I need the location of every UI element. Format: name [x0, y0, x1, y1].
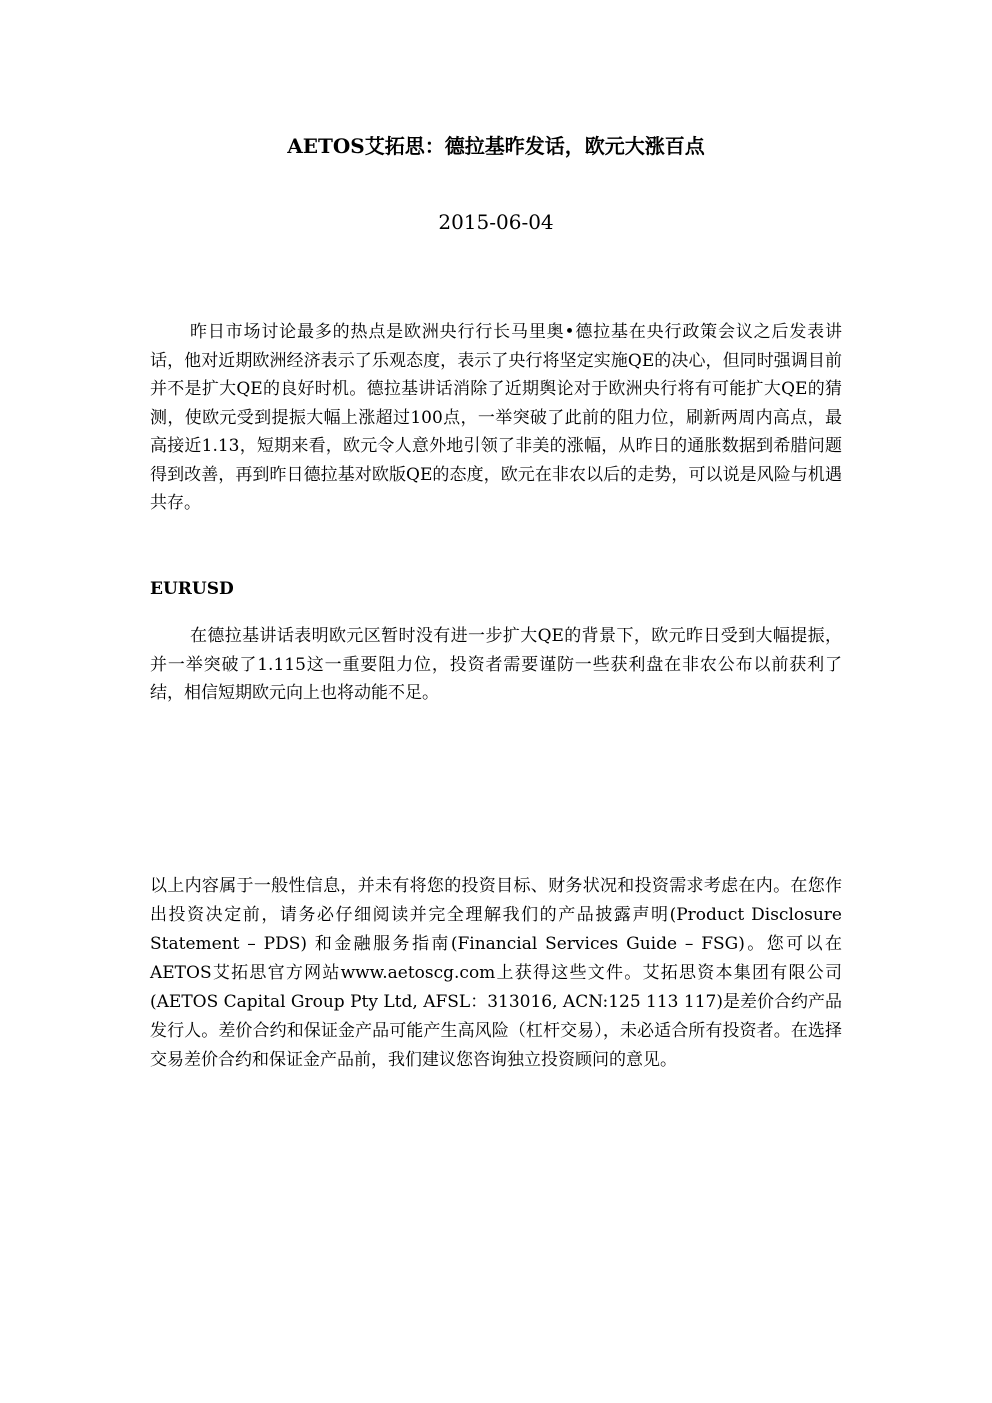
document-date: 2015-06-04 — [438, 210, 554, 234]
section-heading-eurusd: EURUSD — [150, 579, 234, 599]
document-title: AETOS艾拓思：德拉基昨发话，欧元大涨百点 — [287, 134, 705, 158]
eurusd-paragraph: 在德拉基讲话表明欧元区暂时没有进一步扩大QE的背景下，欧元昨日受到大幅提振，并一举突破了1.115这一重要阻力位，投资者需要谨防一些获利盘在非农公布以前获利了结，相信短期欧元向上也将动能不足。 — [150, 626, 842, 703]
disclaimer-paragraph: 以上内容属于一般性信息，并未有将您的投资目标、财务状况和投资需求考虑在内。在您作出投资决定前，请务必仔细阅读并完全理解我们的产品披露声明(Product Disclosure Statement – PDS) 和金融服务指南(Financial Services Guide – FSG)。您可以在AETOS艾拓思官方网站www.aetoscg.com上获得这些文件。艾拓思资本集团有限公司(AETOS Capital Group Pty Ltd, AFSL：313016, ACN:125 113 117)是差价合约产品发行人。差价合约和保证金产品可能产生高风险（杠杆交易），未必适合所有投资者。在选择交易差价合约和保证金产品前，我们建议您咨询独立投资顾问的意见。 — [150, 876, 842, 1070]
intro-paragraph: 昨日市场讨论最多的热点是欧洲央行行长马里奥•德拉基在央行政策会议之后发表讲话，他对近期欧洲经济表示了乐观态度，表示了央行将坚定实施QE的决心，但同时强调目前并不是扩大QE的良好时机。德拉基讲话消除了近期舆论对于欧洲央行将有可能扩大QE的猜测，使欧元受到提振大幅上涨超过100点，一举突破了此前的阻力位，刷新两周内高点，最高接近1.13，短期来看，欧元令人意外地引领了非美的涨幅，从昨日的通胀数据到希腊问题得到改善，再到昨日德拉基对欧版QE的态度，欧元在非农以后的走势，可以说是风险与机遇共存。 — [150, 322, 842, 513]
